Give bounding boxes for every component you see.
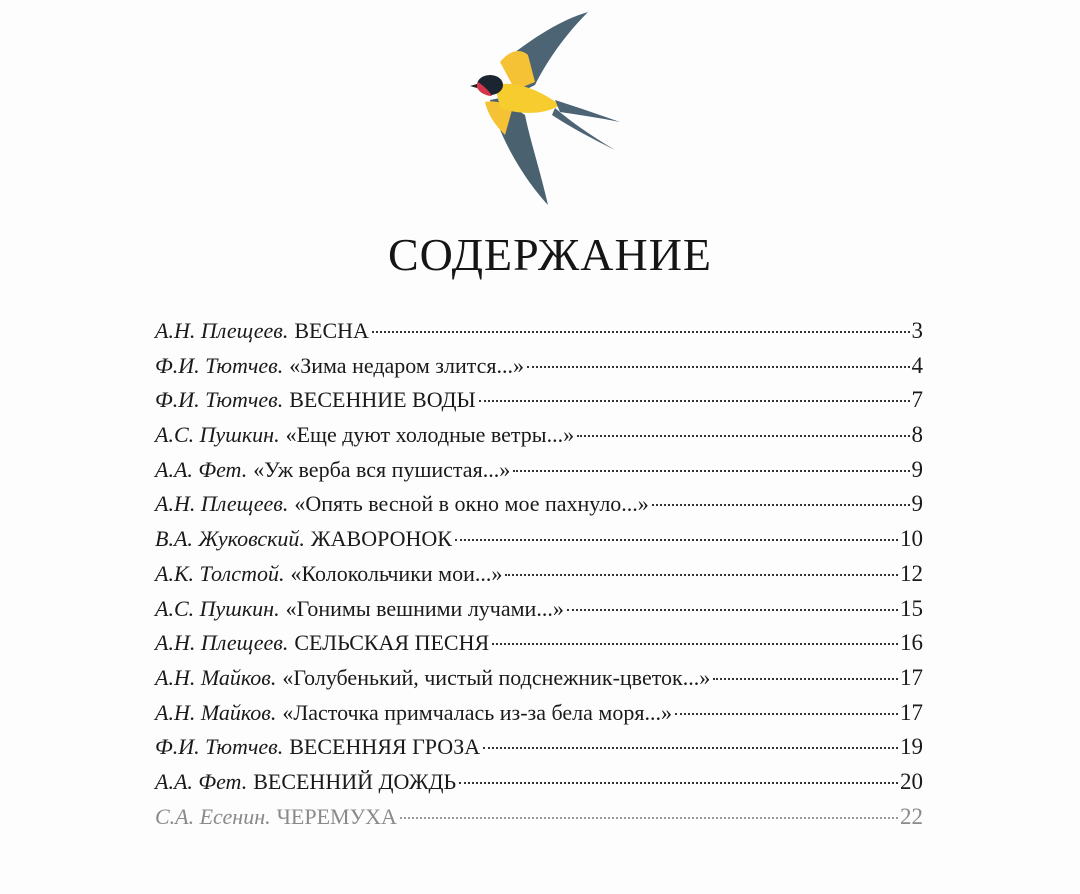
entry-author: А.Н. Плещеев. <box>155 318 289 343</box>
entry-author: А.А. Фет. <box>155 456 248 482</box>
toc-entry <box>155 557 923 592</box>
entry-author: А.Н. Майков. <box>155 664 277 690</box>
entry-page-number: 20 <box>900 768 923 794</box>
dot-leader <box>455 539 898 541</box>
toc-entry <box>155 349 923 384</box>
dot-leader <box>513 470 909 472</box>
toc-entry <box>155 453 923 488</box>
dot-leader <box>577 435 909 437</box>
entry-title: «Зима недаром злится...» <box>289 352 524 378</box>
entry-page-number: 17 <box>900 699 923 725</box>
toc-entry <box>155 765 923 800</box>
entry-author: А.С. Пушкин. <box>155 422 280 448</box>
entry-author: А.Н. Плещеев. <box>155 491 289 517</box>
dot-leader <box>527 366 910 368</box>
toc-entry <box>155 314 923 349</box>
entry-author: С.А. Есенин. <box>155 803 271 829</box>
dot-leader <box>492 643 898 645</box>
entry-page-number: 12 <box>900 560 923 586</box>
toc-entry <box>155 592 923 627</box>
entry-title: «Уж верба вся пушистая...» <box>253 456 511 482</box>
toc-entry <box>155 522 923 557</box>
dot-leader <box>372 331 910 333</box>
dot-leader <box>675 713 898 715</box>
entry-page-number: 15 <box>900 595 923 621</box>
dot-leader <box>400 817 898 819</box>
entry-title: СЕЛЬСКАЯ ПЕСНЯ <box>294 630 490 656</box>
entry-author: Ф.И. Тютчев. <box>155 352 284 378</box>
entry-page-number: 17 <box>900 664 923 690</box>
toc-entry <box>155 487 923 522</box>
table-of-contents <box>155 314 923 834</box>
entry-page-number: 22 <box>900 803 923 829</box>
entry-page-number: 9 <box>911 491 923 517</box>
entry-title: ЖАВОРОНОК <box>310 526 452 552</box>
entry-author: Ф.И. Тютчев. <box>155 734 284 760</box>
entry-author: А.К. Толстой. <box>155 560 285 586</box>
dot-leader <box>459 782 898 784</box>
toc-entry <box>155 730 923 765</box>
entry-author: А.С. Пушкин. <box>155 595 280 621</box>
swallow-illustration <box>460 5 640 215</box>
dot-leader <box>483 747 898 749</box>
toc-entry <box>155 800 923 835</box>
dot-leader <box>505 574 898 576</box>
entry-page-number: 9 <box>911 456 923 482</box>
entry-title: «Гонимы вешними лучами...» <box>285 595 564 621</box>
entry-title: ВЕСЕННЯЯ ГРОЗА <box>289 734 481 760</box>
entry-author: А.Н. Майков. <box>155 699 277 725</box>
entry-title: ВЕСНА <box>294 318 369 343</box>
entry-page-number: 16 <box>900 630 923 656</box>
entry-page-number: 8 <box>911 422 923 448</box>
toc-entry <box>155 661 923 696</box>
dot-leader <box>567 609 898 611</box>
entry-page-number: 19 <box>900 734 923 760</box>
dot-leader <box>652 504 910 506</box>
entry-page-number: 10 <box>900 526 923 552</box>
toc-entry <box>155 626 923 661</box>
entry-title: «Опять весной в окно мое пахнуло...» <box>294 491 649 517</box>
entry-title: «Колокольчики мои...» <box>290 560 503 586</box>
dot-leader <box>713 678 898 680</box>
entry-title: «Еще дуют холодные ветры...» <box>285 422 575 448</box>
entry-author: В.А. Жуковский. <box>155 526 305 552</box>
entry-title: ВЕСЕННИЙ ДОЖДЬ <box>253 768 457 794</box>
toc-entry <box>155 418 923 453</box>
entry-title: ВЕСЕННИЕ ВОДЫ <box>289 387 476 413</box>
entry-page-number: 4 <box>911 352 923 378</box>
entry-author: Ф.И. Тютчев. <box>155 387 284 413</box>
entry-page-number: 3 <box>911 318 923 343</box>
entry-title: «Голубенький, чистый подснежник-цветок...» <box>282 664 711 690</box>
page-title: СОДЕРЖАНИЕ <box>387 229 713 280</box>
toc-entry <box>155 383 923 418</box>
toc-entry <box>155 696 923 731</box>
entry-author: А.Н. Плещеев. <box>155 630 289 656</box>
dot-leader <box>479 400 910 402</box>
entry-author: А.А. Фет. <box>155 768 248 794</box>
entry-title: «Ласточка примчалась из-за бела моря...» <box>282 699 672 725</box>
entry-page-number: 7 <box>911 387 923 413</box>
entry-title: ЧЕРЕМУХА <box>276 803 397 829</box>
